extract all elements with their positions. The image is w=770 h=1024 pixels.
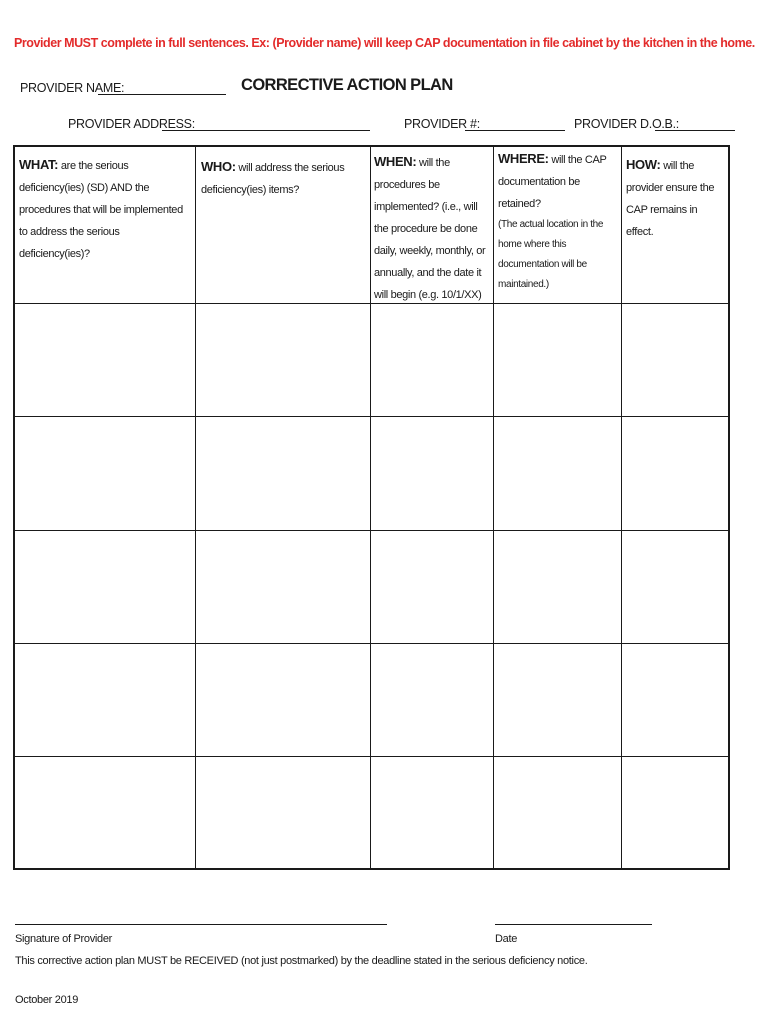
entry-cell-who-4[interactable]	[196, 644, 370, 756]
entry-cell-where-3[interactable]	[494, 531, 621, 643]
signature-field[interactable]	[15, 924, 387, 925]
entry-cell-how-2[interactable]	[622, 417, 728, 530]
what-text: are the serious deficiency(ies) (SD) AND the procedures that will be implemented to address the serious deficiency(ies)?	[19, 160, 183, 260]
entry-cell-what-2[interactable]	[15, 417, 195, 530]
when-key: WHEN:	[374, 154, 417, 169]
form-title: CORRECTIVE ACTION PLAN	[241, 76, 453, 94]
entry-cell-when-2[interactable]	[371, 417, 493, 530]
provider-dob-label: PROVIDER D.O.B.:	[574, 117, 679, 131]
header-how	[626, 154, 726, 243]
entry-cell-what-4[interactable]	[15, 644, 195, 756]
provider-number-field[interactable]	[465, 118, 565, 131]
header-where	[498, 148, 620, 295]
entry-cell-how-4[interactable]	[622, 644, 728, 756]
provider-number-label: PROVIDER #:	[404, 117, 480, 131]
how-text: will the provider ensure the CAP remains in effect.	[626, 160, 715, 238]
entry-cell-how-3[interactable]	[622, 531, 728, 643]
entry-cell-when-5[interactable]	[371, 757, 493, 868]
signature-label: Signature of Provider	[15, 933, 113, 945]
entry-cell-how-5[interactable]	[622, 757, 728, 868]
who-key: WHO:	[201, 159, 236, 174]
entry-cell-when-1[interactable]	[371, 304, 493, 416]
corrective-action-table	[13, 145, 730, 870]
when-text: will the procedures be implemented? (i.e., will the procedure be done daily, weekly, monthly, or annually, and the date it will begin (e.g. 10/1/XX)	[374, 157, 486, 301]
what-key: WHAT:	[19, 157, 59, 172]
entry-cell-where-1[interactable]	[494, 304, 621, 416]
provider-dob-field[interactable]	[655, 118, 735, 131]
instruction-text: Provider MUST complete in full sentences. Ex: (Provider name) will keep CAP documentation in file cabinet by the kitchen in the home.	[14, 36, 755, 50]
entry-cell-when-4[interactable]	[371, 644, 493, 756]
entry-cell-who-5[interactable]	[196, 757, 370, 868]
entry-cell-what-1[interactable]	[15, 304, 195, 416]
entry-cell-who-1[interactable]	[196, 304, 370, 416]
entry-cell-when-3[interactable]	[371, 531, 493, 643]
entry-cell-who-2[interactable]	[196, 417, 370, 530]
where-key: WHERE:	[498, 151, 549, 166]
entry-cell-what-3[interactable]	[15, 531, 195, 643]
provider-address-label: PROVIDER ADDRESS:	[68, 117, 195, 131]
revision-date: October 2019	[15, 994, 79, 1006]
provider-name-field[interactable]	[98, 82, 226, 95]
provider-name-label: PROVIDER NAME:	[20, 81, 125, 95]
header-when	[374, 151, 494, 306]
header-who	[201, 156, 351, 201]
entry-cell-where-2[interactable]	[494, 417, 621, 530]
provider-address-field[interactable]	[162, 118, 370, 131]
date-label: Date	[495, 933, 518, 945]
where-text: will the CAP documentation be retained?	[498, 154, 607, 210]
where-note: (The actual location in the home where this documentation will be maintained.)	[498, 219, 604, 290]
date-field[interactable]	[495, 924, 652, 925]
header-what	[19, 154, 191, 265]
entry-cell-who-3[interactable]	[196, 531, 370, 643]
who-text: will address the serious deficiency(ies) items?	[201, 162, 345, 196]
how-key: HOW:	[626, 157, 661, 172]
entry-cell-what-5[interactable]	[15, 757, 195, 868]
entry-cell-how-1[interactable]	[622, 304, 728, 416]
entry-cell-where-4[interactable]	[494, 644, 621, 756]
deadline-notice: This corrective action plan MUST be RECEIVED (not just postmarked) by the deadline stated in the serious deficiency notice.	[15, 955, 588, 967]
entry-cell-where-5[interactable]	[494, 757, 621, 868]
